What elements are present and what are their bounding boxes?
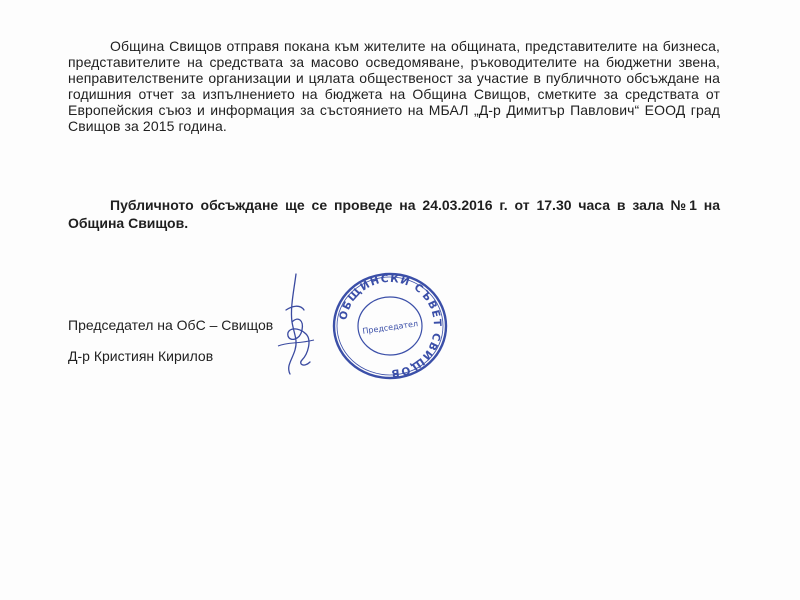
invitation-paragraph xyxy=(68,38,720,134)
official-seal xyxy=(326,268,454,384)
chair-name: Д-р Кристиян Кирилов xyxy=(68,348,214,364)
handwritten-signature xyxy=(268,270,328,380)
meeting-text: Публичното обсъждане ще се проведе на 24.03.2016 г. от 17.30 часа в зала №1 на Община Свищов. xyxy=(68,197,720,231)
svg-text:ОБЩИНСКИ СЪВЕТ СВИЩОВ: ОБЩИНСКИ СЪВЕТ СВИЩОВ xyxy=(337,272,444,380)
invitation-text: Община Свищов отправя покана към жителите на общината, представителите на бизнеса, представителите на средствата за масово осведомяване, ръководителите на бюджетни звена, неправителствените организации и цялата общественост за участие в публичното обсъждане на годишния отчет за изпълнението на бюджета на Община Свищов, сметките за средствата от Европейския съюз и информация за състоянието на МБАЛ „Д-р Димитър Павлович“ ЕООД град Свищов за 2015 година. xyxy=(68,38,720,134)
svg-text:Председател: Председател xyxy=(361,319,419,336)
meeting-paragraph xyxy=(68,196,720,232)
chair-title: Председател на ОбС – Свищов xyxy=(68,317,274,333)
